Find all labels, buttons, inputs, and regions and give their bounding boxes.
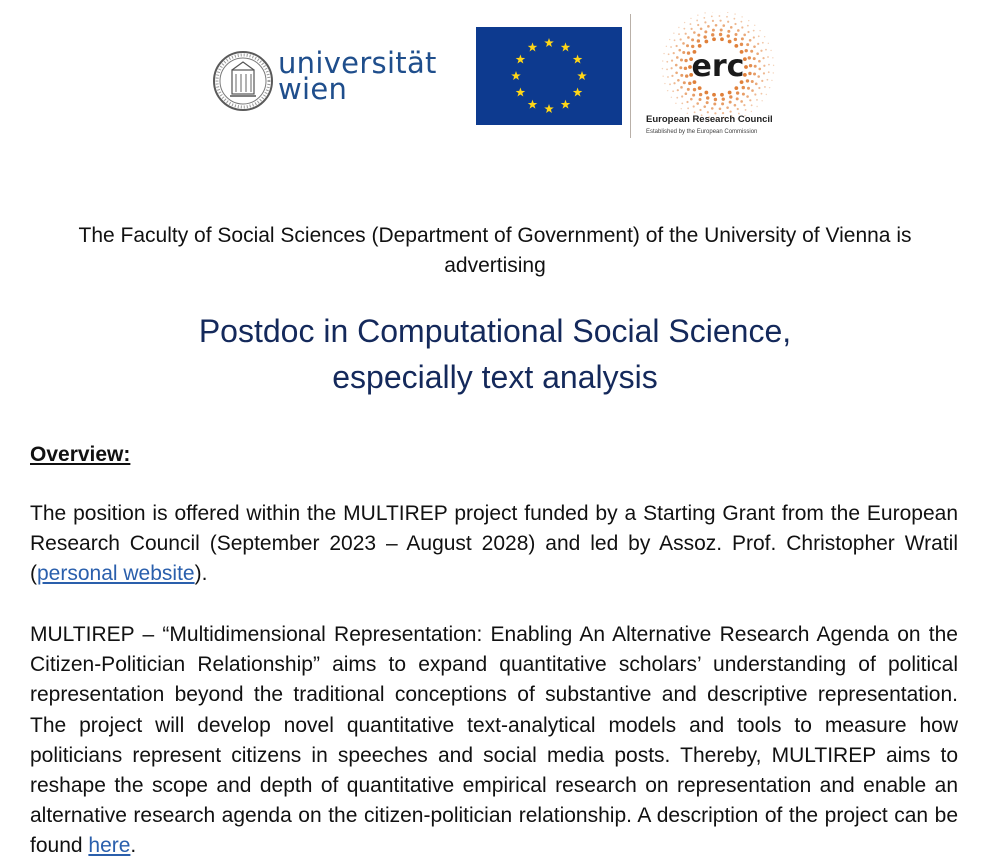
erc-dot [676, 56, 679, 59]
erc-dot [761, 93, 763, 95]
erc-dot [764, 36, 765, 37]
erc-dot [729, 101, 732, 104]
erc-dot [699, 98, 702, 101]
erc-dot [756, 99, 758, 101]
erc-dot [766, 79, 768, 81]
erc-dot [768, 71, 770, 73]
erc-dot [703, 17, 705, 19]
erc-dot [680, 58, 683, 61]
personal-website-link[interactable]: personal website [37, 562, 195, 586]
erc-dot [734, 13, 735, 14]
erc-dot [759, 30, 760, 31]
erc-dot [711, 33, 714, 36]
erc-dot [719, 107, 722, 110]
erc-dot [768, 43, 769, 44]
erc-dot [765, 49, 767, 51]
erc-dot [751, 111, 752, 112]
erc-dot [751, 80, 754, 83]
erc-dot [684, 67, 687, 70]
erc-dot [685, 74, 688, 77]
eu-star-icon [528, 100, 538, 109]
erc-dot [728, 91, 732, 95]
erc-dot [690, 28, 692, 30]
erc-dot [744, 65, 748, 69]
erc-dot-burst-icon [658, 12, 778, 122]
erc-dot [681, 103, 683, 105]
erc-dot [706, 96, 709, 99]
erc-dot [700, 27, 703, 30]
erc-dot [751, 89, 754, 92]
erc-dot [699, 109, 701, 111]
erc-dot [697, 39, 700, 42]
erc-dot [675, 72, 678, 75]
erc-dot [773, 65, 774, 66]
erc-dot [687, 36, 690, 39]
project-description-link[interactable]: here [88, 834, 131, 858]
erc-dot [697, 34, 700, 37]
university-wordmark-line2: wien [278, 72, 348, 106]
erc-dot [749, 64, 752, 67]
erc-dot [698, 86, 702, 90]
erc-dot [676, 97, 678, 99]
header-logos [0, 0, 1000, 170]
erc-dot [693, 105, 695, 107]
erc-dot [753, 45, 756, 48]
erc-dot [768, 64, 770, 66]
erc-dot [694, 111, 696, 113]
erc-dot [727, 34, 730, 37]
erc-dot [753, 30, 755, 32]
university-wordmark-line1: universität [278, 46, 437, 80]
p1-text-before: The position is offered within the MULTIREP project funded by a Starting Grant from the European Research Council (September 2023 – August 2028) and led by Assoz. Prof. Christopher Wratil ( [30, 502, 958, 586]
erc-dot [687, 107, 689, 109]
erc-dot [669, 83, 671, 85]
erc-dot [758, 35, 760, 37]
erc-dot [756, 52, 759, 55]
erc-dot [692, 94, 695, 97]
erc-dot [722, 24, 725, 27]
erc-dot [683, 28, 685, 30]
erc-dot [748, 72, 751, 75]
erc-dot [767, 56, 769, 58]
erc-dot [747, 31, 749, 33]
erc-dot [750, 50, 753, 53]
erc-dot [745, 109, 747, 111]
job-title [30, 308, 960, 400]
erc-dot [771, 80, 772, 81]
erc-dot [747, 87, 750, 90]
erc-logo [640, 12, 800, 147]
erc-dot [772, 57, 773, 58]
erc-dot [721, 102, 724, 105]
erc-dot [758, 60, 761, 63]
erc-dot [671, 97, 672, 98]
erc-dot [696, 102, 699, 105]
eu-flag-logo [476, 27, 622, 125]
erc-dot [712, 93, 716, 97]
erc-dot [663, 53, 664, 54]
erc-dot [743, 104, 745, 106]
erc-dot [667, 90, 668, 91]
erc-dot [675, 64, 678, 67]
erc-dot [720, 93, 724, 97]
erc-dot [727, 21, 729, 23]
erc-dot [734, 86, 738, 90]
erc-dot [719, 15, 721, 17]
erc-dot [682, 42, 685, 45]
erc-tagline: Established by the European Commission [646, 129, 758, 135]
erc-name: European Research Council [646, 114, 773, 125]
erc-dot [747, 25, 749, 27]
erc-dot [696, 20, 698, 22]
erc-dot [707, 25, 710, 28]
erc-dot [690, 98, 693, 101]
erc-dot [666, 46, 667, 47]
erc-dot [754, 25, 755, 26]
erc-dot [685, 33, 687, 35]
erc-dot [662, 68, 663, 69]
erc-dot [742, 86, 745, 89]
erc-dot [715, 24, 718, 27]
erc-dot [761, 100, 762, 101]
erc-dot [690, 18, 691, 19]
erc-dot [729, 95, 732, 98]
erc-dot [763, 72, 765, 74]
erc-dot [745, 49, 748, 52]
erc-dot [704, 12, 705, 13]
erc-dot [684, 59, 687, 62]
erc-dot [740, 100, 743, 103]
erc-dot [672, 90, 674, 92]
erc-dot [686, 101, 688, 103]
erc-dot [704, 91, 708, 95]
erc-dot [742, 93, 745, 96]
erc-dot [684, 22, 685, 23]
erc-dot [761, 80, 763, 82]
erc-dot [726, 16, 728, 18]
erc-dot [751, 104, 753, 106]
p2-text-before: MULTIREP – “Multidimensional Representation: Enabling An Alternative Research Agenda on the Citizen-Politician Relationship” aims to expand quantitative scholars’ understanding of political representation beyond the traditional conceptions of substantive and descriptive representation. The project will develop novel quantitative text-analytical models and tools to measure how politicians represent citizens in speeches and social media posts. Thereby, MULTIREP aims to reshape the scope and depth of quantitative empirical research on representation and enable an alternative research agenda on the citizen-politician relationship. A description of the project can be found [30, 623, 958, 858]
erc-dot [703, 105, 706, 108]
erc-dot [666, 69, 668, 71]
erc-dot [676, 45, 678, 47]
eu-star-icon [528, 42, 538, 51]
erc-dot [737, 29, 740, 32]
erc-dot [743, 34, 746, 37]
erc-dot [677, 89, 679, 91]
p2-text-after: . [130, 834, 137, 858]
erc-dot [727, 30, 730, 33]
erc-dot [756, 106, 757, 107]
erc-dot [711, 15, 713, 17]
erc-dot [736, 91, 739, 94]
intro-text: The Faculty of Social Sciences (Department of Government) of the University of Vienna is advertising [78, 224, 912, 277]
erc-dot [755, 83, 758, 86]
erc-dot [706, 101, 709, 104]
erc-dot [703, 35, 706, 38]
erc-dot [662, 60, 663, 61]
erc-dot [681, 108, 682, 109]
job-title-line2: especially text analysis [332, 359, 658, 395]
erc-dot [719, 20, 721, 22]
erc-dot [666, 61, 668, 63]
erc-dot [662, 75, 663, 76]
erc-dot [678, 27, 679, 28]
eu-star-icon [561, 42, 571, 51]
erc-dot [693, 31, 696, 34]
erc-dot [714, 98, 717, 101]
erc-dot [734, 104, 737, 107]
erc-dot [712, 37, 716, 41]
erc-dot [719, 33, 722, 36]
erc-dot [711, 107, 714, 110]
erc-dot [753, 73, 756, 76]
erc-dot [712, 20, 714, 22]
erc-dot [670, 46, 672, 48]
p1-text-after: ). [194, 562, 208, 586]
erc-dot [697, 14, 698, 15]
erc-dot [722, 97, 725, 100]
erc-dot [746, 95, 749, 98]
erc-dot [697, 24, 699, 26]
erc-dot [677, 79, 680, 82]
erc-dot [678, 33, 680, 35]
eu-star-icon [516, 55, 526, 64]
erc-dot [720, 37, 724, 41]
erc-dot [671, 67, 673, 69]
erc-dot [671, 75, 673, 77]
logo-divider [630, 14, 631, 138]
erc-dot [693, 88, 696, 91]
erc-dot [740, 43, 743, 46]
erc-dot [726, 106, 729, 109]
erc-dot [762, 57, 764, 59]
erc-dot [673, 32, 674, 33]
erc-dot [682, 51, 685, 54]
erc-dot [674, 39, 676, 41]
erc-dot [685, 92, 688, 95]
erc-dot [712, 29, 715, 32]
erc-dot [728, 40, 732, 44]
erc-dot [690, 23, 692, 25]
erc-dot [746, 43, 749, 46]
erc-dot [758, 68, 761, 71]
erc-dot [680, 86, 683, 89]
erc-dot [737, 108, 739, 110]
erc-dot [770, 50, 771, 51]
erc-dot [679, 66, 682, 69]
erc-dot [753, 36, 755, 38]
university-seal-icon [212, 50, 274, 112]
erc-dot [704, 21, 706, 23]
erc-dot [736, 97, 739, 100]
erc-dot [671, 59, 673, 61]
erc-dot [741, 37, 744, 40]
erc-dot [762, 42, 764, 44]
erc-dot [733, 18, 735, 20]
erc-dot [680, 74, 683, 77]
erc-dot [720, 28, 723, 31]
erc-dot [704, 40, 708, 44]
eu-star-icon [511, 71, 521, 80]
erc-dot [698, 44, 702, 48]
erc-dot [748, 20, 749, 21]
eu-star-icon [544, 38, 554, 47]
erc-dot [686, 44, 689, 47]
university-vienna-logo [212, 48, 442, 114]
erc-dot [741, 16, 742, 17]
erc-dot [704, 30, 707, 33]
erc-dot [754, 65, 757, 68]
erc-dot [741, 26, 743, 28]
erc-dot [734, 23, 736, 25]
erc-dot [734, 38, 737, 41]
erc-dot [664, 83, 665, 84]
erc-dot [673, 52, 675, 54]
erc-dot [734, 33, 737, 36]
erc-dot [766, 94, 767, 95]
erc-dot [683, 81, 686, 84]
erc-dot [749, 39, 752, 42]
erc-dot [757, 75, 760, 78]
erc-dot [669, 39, 670, 40]
erc-mark: erc [691, 49, 745, 84]
eu-star-icon [577, 71, 587, 80]
erc-dot [691, 38, 694, 41]
erc-dot [687, 51, 690, 54]
erc-dot [746, 79, 749, 82]
erc-dot [757, 43, 759, 45]
erc-dot [760, 50, 762, 52]
erc-dot [753, 57, 756, 60]
erc-dot [754, 93, 756, 95]
erc-dot [764, 86, 766, 88]
eu-stars-icon [476, 27, 622, 125]
erc-dot [749, 99, 751, 101]
erc-dot [773, 72, 774, 73]
eu-star-icon [516, 88, 526, 97]
erc-dot [699, 93, 702, 96]
erc-dot [713, 103, 716, 106]
eu-star-icon [561, 100, 571, 109]
erc-dot [758, 87, 760, 89]
erc-dot [667, 76, 669, 78]
erc-dot [763, 65, 765, 67]
erc-dot [734, 44, 738, 48]
erc-dot [668, 53, 670, 55]
erc-dot [673, 82, 675, 84]
overview-heading: Overview: [30, 443, 131, 466]
erc-dot [678, 49, 681, 52]
erc-dot [691, 45, 694, 48]
erc-dot [769, 87, 770, 88]
overview-paragraph-1 [30, 499, 958, 590]
erc-dot [740, 21, 742, 23]
eu-star-icon [573, 55, 583, 64]
eu-star-icon [573, 88, 583, 97]
university-wordmark [278, 46, 437, 106]
overview-paragraph-2 [30, 620, 958, 862]
erc-dot [748, 56, 751, 59]
erc-dot [681, 95, 683, 97]
eu-star-icon [544, 104, 554, 113]
job-title-line1: Postdoc in Computational Social Science, [198, 313, 792, 349]
erc-dot [729, 111, 731, 113]
erc-dot [727, 12, 728, 13]
erc-dot [680, 38, 682, 40]
erc-dot [675, 103, 676, 104]
erc-dot [730, 26, 733, 29]
erc-dot [687, 88, 690, 91]
